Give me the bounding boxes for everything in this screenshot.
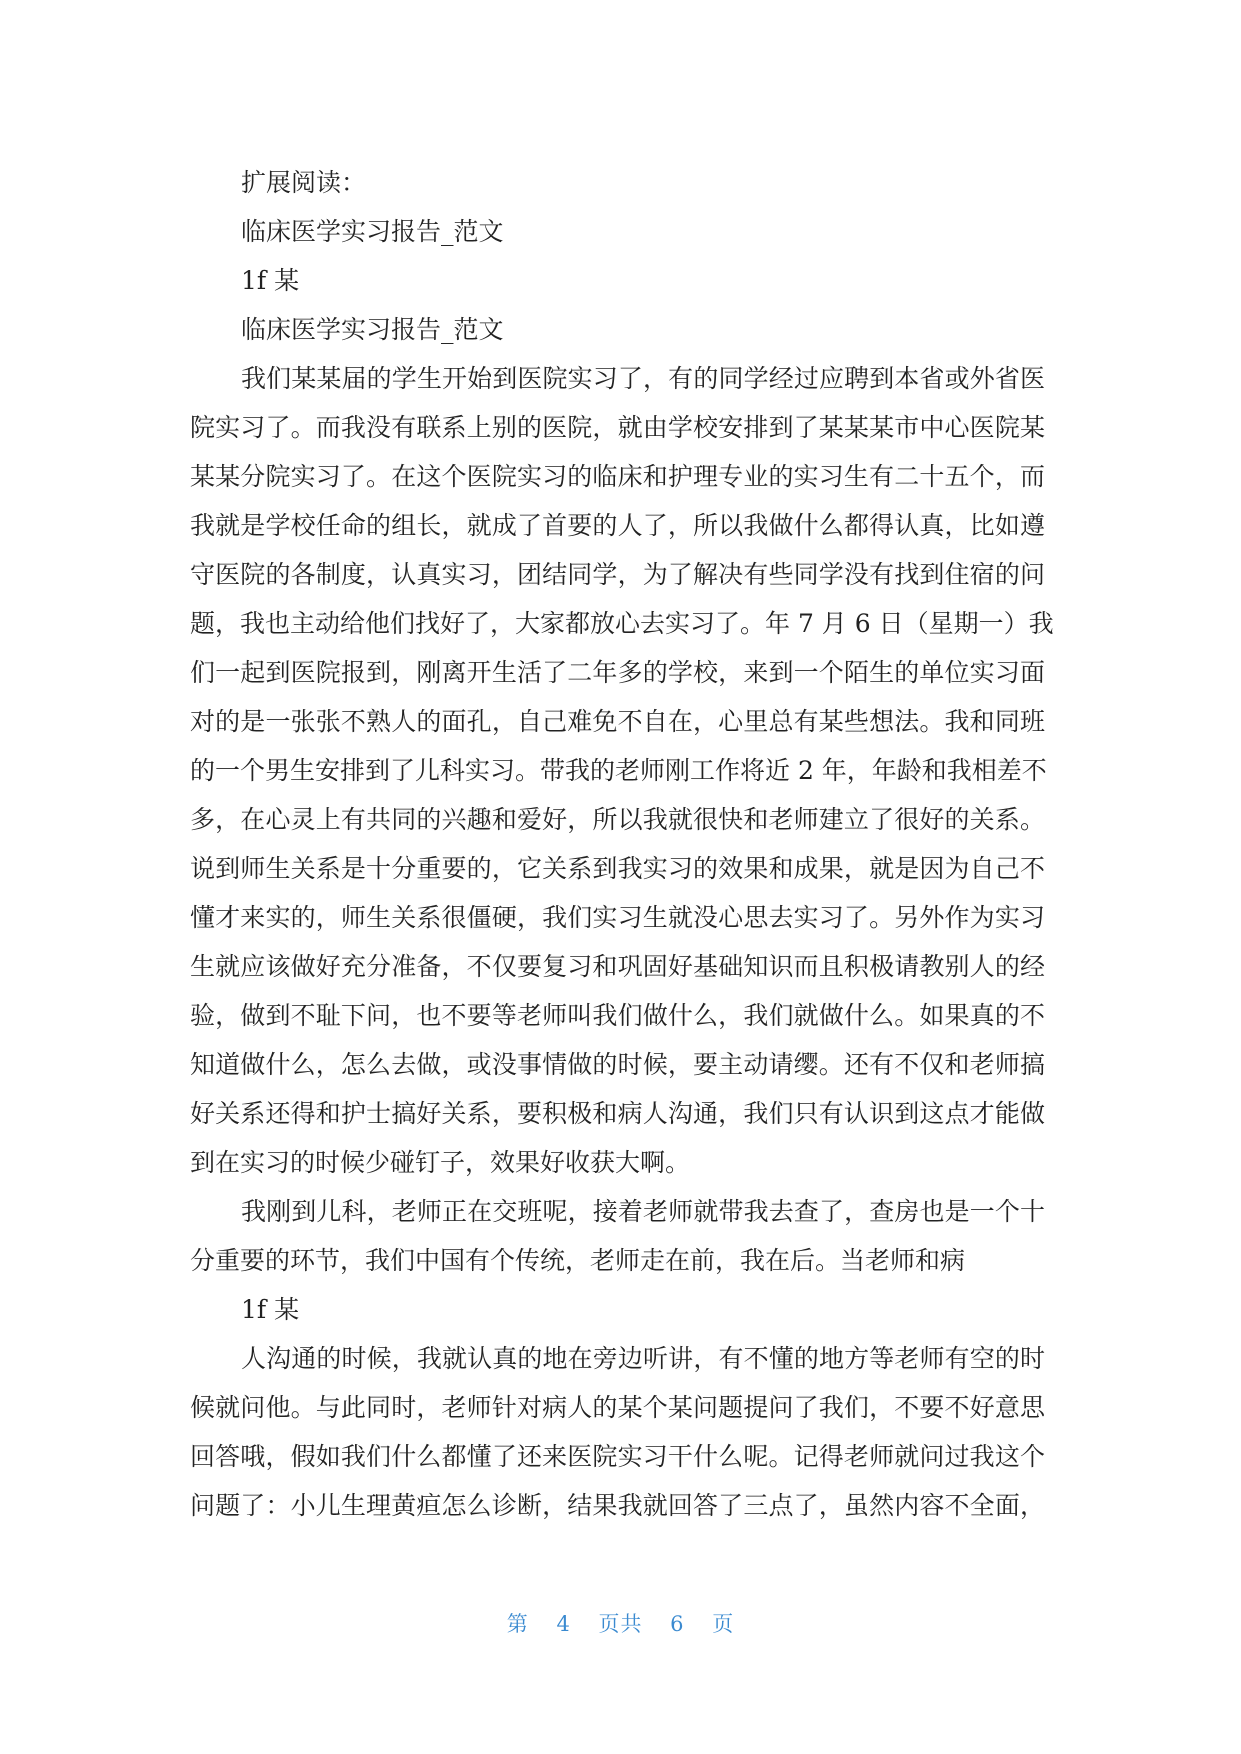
text-line: 分重要的环节，我们中国有个传统，老师走在前，我在后。当老师和病 — [190, 1246, 966, 1275]
text-line: 回答哦，假如我们什么都懂了还来医院实习干什么呢。记得老师就问过我这个 — [190, 1442, 1045, 1471]
text-line: 1f 某 — [241, 266, 300, 295]
text-line: 扩展阅读： — [241, 168, 367, 197]
text-line: 院实习了。而我没有联系上别的医院，就由学校安排到了某某某市中心医院某 — [190, 413, 1045, 442]
text-line: 题，我也主动给他们找好了，大家都放心去实习了。年 7 月 6 日（星期一）我 — [190, 609, 1054, 638]
text-line: 们一起到医院报到，刚离开生活了二年多的学校，来到一个陌生的单位实习面 — [190, 658, 1045, 687]
text-line: 我们某某届的学生开始到医院实习了，有的同学经过应聘到本省或外省医 — [241, 364, 1045, 393]
text-line: 临床医学实习报告_范文 — [241, 315, 504, 344]
text-line: 1f 某 — [241, 1295, 300, 1324]
text-line: 的一个男生安排到了儿科实习。带我的老师刚工作将近 2 年，年龄和我相差不 — [190, 756, 1047, 785]
text-line: 说到师生关系是十分重要的，它关系到我实习的效果和成果，就是因为自己不 — [190, 854, 1045, 883]
text-line: 验，做到不耻下问，也不要等老师叫我们做什么，我们就做什么。如果真的不 — [190, 1001, 1045, 1030]
text-line: 生就应该做好充分准备，不仅要复习和巩固好基础知识而且积极请教别人的经 — [190, 952, 1045, 981]
text-line: 懂才来实的，师生关系很僵硬，我们实习生就没心思去实习了。另外作为实习 — [190, 903, 1045, 932]
page-number-footer: 第 4 页共 6 页 — [506, 1612, 735, 1636]
text-line: 好关系还得和护士搞好关系，要积极和病人沟通，我们只有认识到这点才能做 — [190, 1099, 1045, 1128]
text-line: 我就是学校任命的组长，就成了首要的人了，所以我做什么都得认真，比如遵 — [190, 511, 1045, 540]
text-line: 问题了：小儿生理黄疸怎么诊断，结果我就回答了三点了，虽然内容不全面， — [190, 1491, 1045, 1520]
text-line: 某某分院实习了。在这个医院实习的临床和护理专业的实习生有二十五个，而 — [190, 462, 1045, 491]
text-line: 候就问他。与此同时，老师针对病人的某个某问题提问了我们，不要不好意思 — [190, 1393, 1045, 1422]
text-line: 对的是一张张不熟人的面孔，自己难免不自在，心里总有某些想法。我和同班 — [190, 707, 1045, 736]
text-line: 知道做什么，怎么去做，或没事情做的时候，要主动请缨。还有不仅和老师搞 — [190, 1050, 1045, 1079]
text-line: 多，在心灵上有共同的兴趣和爱好，所以我就很快和老师建立了很好的关系。 — [190, 805, 1045, 834]
document-body — [190, 158, 1054, 1530]
text-line: 守医院的各制度，认真实习，团结同学，为了解决有些同学没有找到住宿的问 — [190, 560, 1045, 589]
text-line: 人沟通的时候，我就认真的地在旁边听讲，有不懂的地方等老师有空的时 — [241, 1344, 1045, 1373]
text-line: 到在实习的时候少碰钉子，效果好收获大啊。 — [190, 1148, 691, 1177]
text-line: 临床医学实习报告_范文 — [241, 217, 504, 246]
text-line: 我刚到儿科，老师正在交班呢，接着老师就带我去查了，查房也是一个十 — [241, 1197, 1045, 1226]
